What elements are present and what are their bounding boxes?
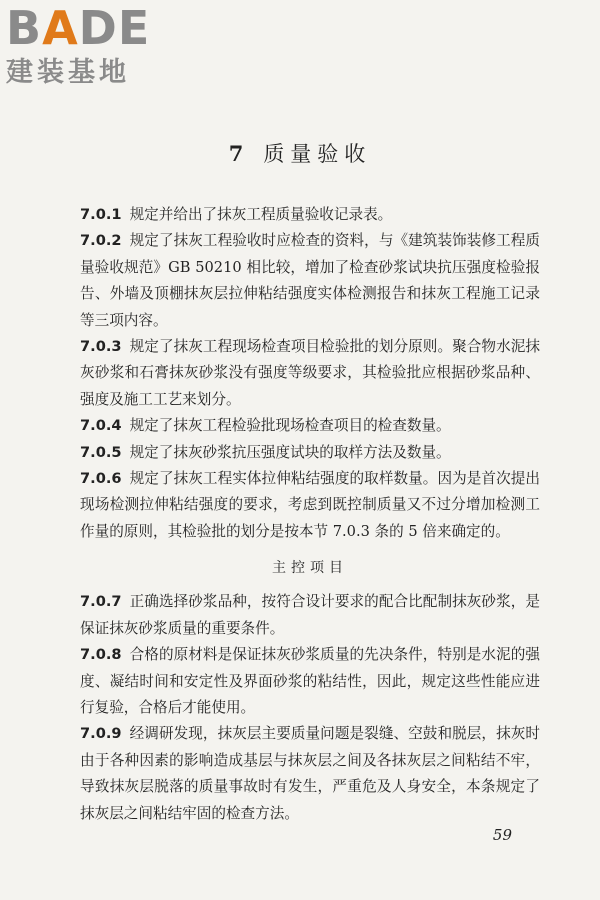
brand-logo — [6, 1, 181, 94]
section-heading: 主控项目 — [272, 560, 348, 577]
clause-7-0-8: 7.0.8 合格的原材料是保证抹灰砂浆质量的先决条件，特别是水泥的强度、凝结时间和安定性及界面砂浆的粘结性，因此，规定这些性能应进行复验，合格后才能使用。 — [80, 646, 540, 716]
clause-7-0-6: 7.0.6 规定了抹灰工程实体拉伸粘结强度的取样数量。因为是首次提出现场检测拉伸粘结强度的要求，考虑到既控制质量又不过分增加检测工作量的原则，其检验批的划分是按本节 7.0.3 条的 5 倍来确定的。 — [80, 470, 540, 540]
page-number: 59 — [492, 826, 512, 844]
clause-7-0-3: 7.0.3 规定了抹灰工程现场检查项目检验批的划分原则。聚合物水泥抹灰砂浆和石膏抹灰砂浆没有强度等级要求，其检验批应根据砂浆品种、强度及施工工艺来划分。 — [80, 338, 540, 408]
clause-7-0-4: 7.0.4 规定了抹灰工程检验批现场检查项目的检查数量。 — [80, 417, 451, 435]
clause-7-0-7: 7.0.7 正确选择砂浆品种，按符合设计要求的配合比配制抹灰砂浆，是保证抹灰砂浆质量的重要条件。 — [80, 593, 540, 637]
page-content — [80, 202, 540, 827]
chapter-number: 7 — [228, 141, 250, 166]
clause-7-0-2: 7.0.2 规定了抹灰工程验收时应检查的资料，与《建筑装饰装修工程质量验收规范》GB 50210 相比较，增加了检查砂浆试块抗压强度检验报告、外墙及顶棚抹灰层拉伸粘结强度实体检测报告和抹灰工程施工记录等三项内容。 — [80, 232, 540, 329]
chapter-title — [0, 138, 600, 168]
clause-7-0-5: 7.0.5 规定了抹灰砂浆抗压强度试块的取样方法及数量。 — [80, 443, 451, 461]
clause-7-0-9: 7.0.9 经调研发现，抹灰层主要质量问题是裂缝、空鼓和脱层，抹灰时由于各种因素的影响造成基层与抹灰层之间及各抹灰层之间粘结不牢，导致抹灰层脱落的质量事故时有发生，严重危及人身安全，本条规定了抹灰层之间粘结牢固的检查方法。 — [80, 725, 540, 822]
logo-subtitle: 建装基地 — [6, 57, 130, 88]
clause-7-0-1: 7.0.1 规定并给出了抹灰工程质量验收记录表。 — [80, 206, 393, 223]
chapter-heading: 质量验收 — [263, 142, 372, 166]
logo-wordmark: BADE — [6, 1, 151, 55]
